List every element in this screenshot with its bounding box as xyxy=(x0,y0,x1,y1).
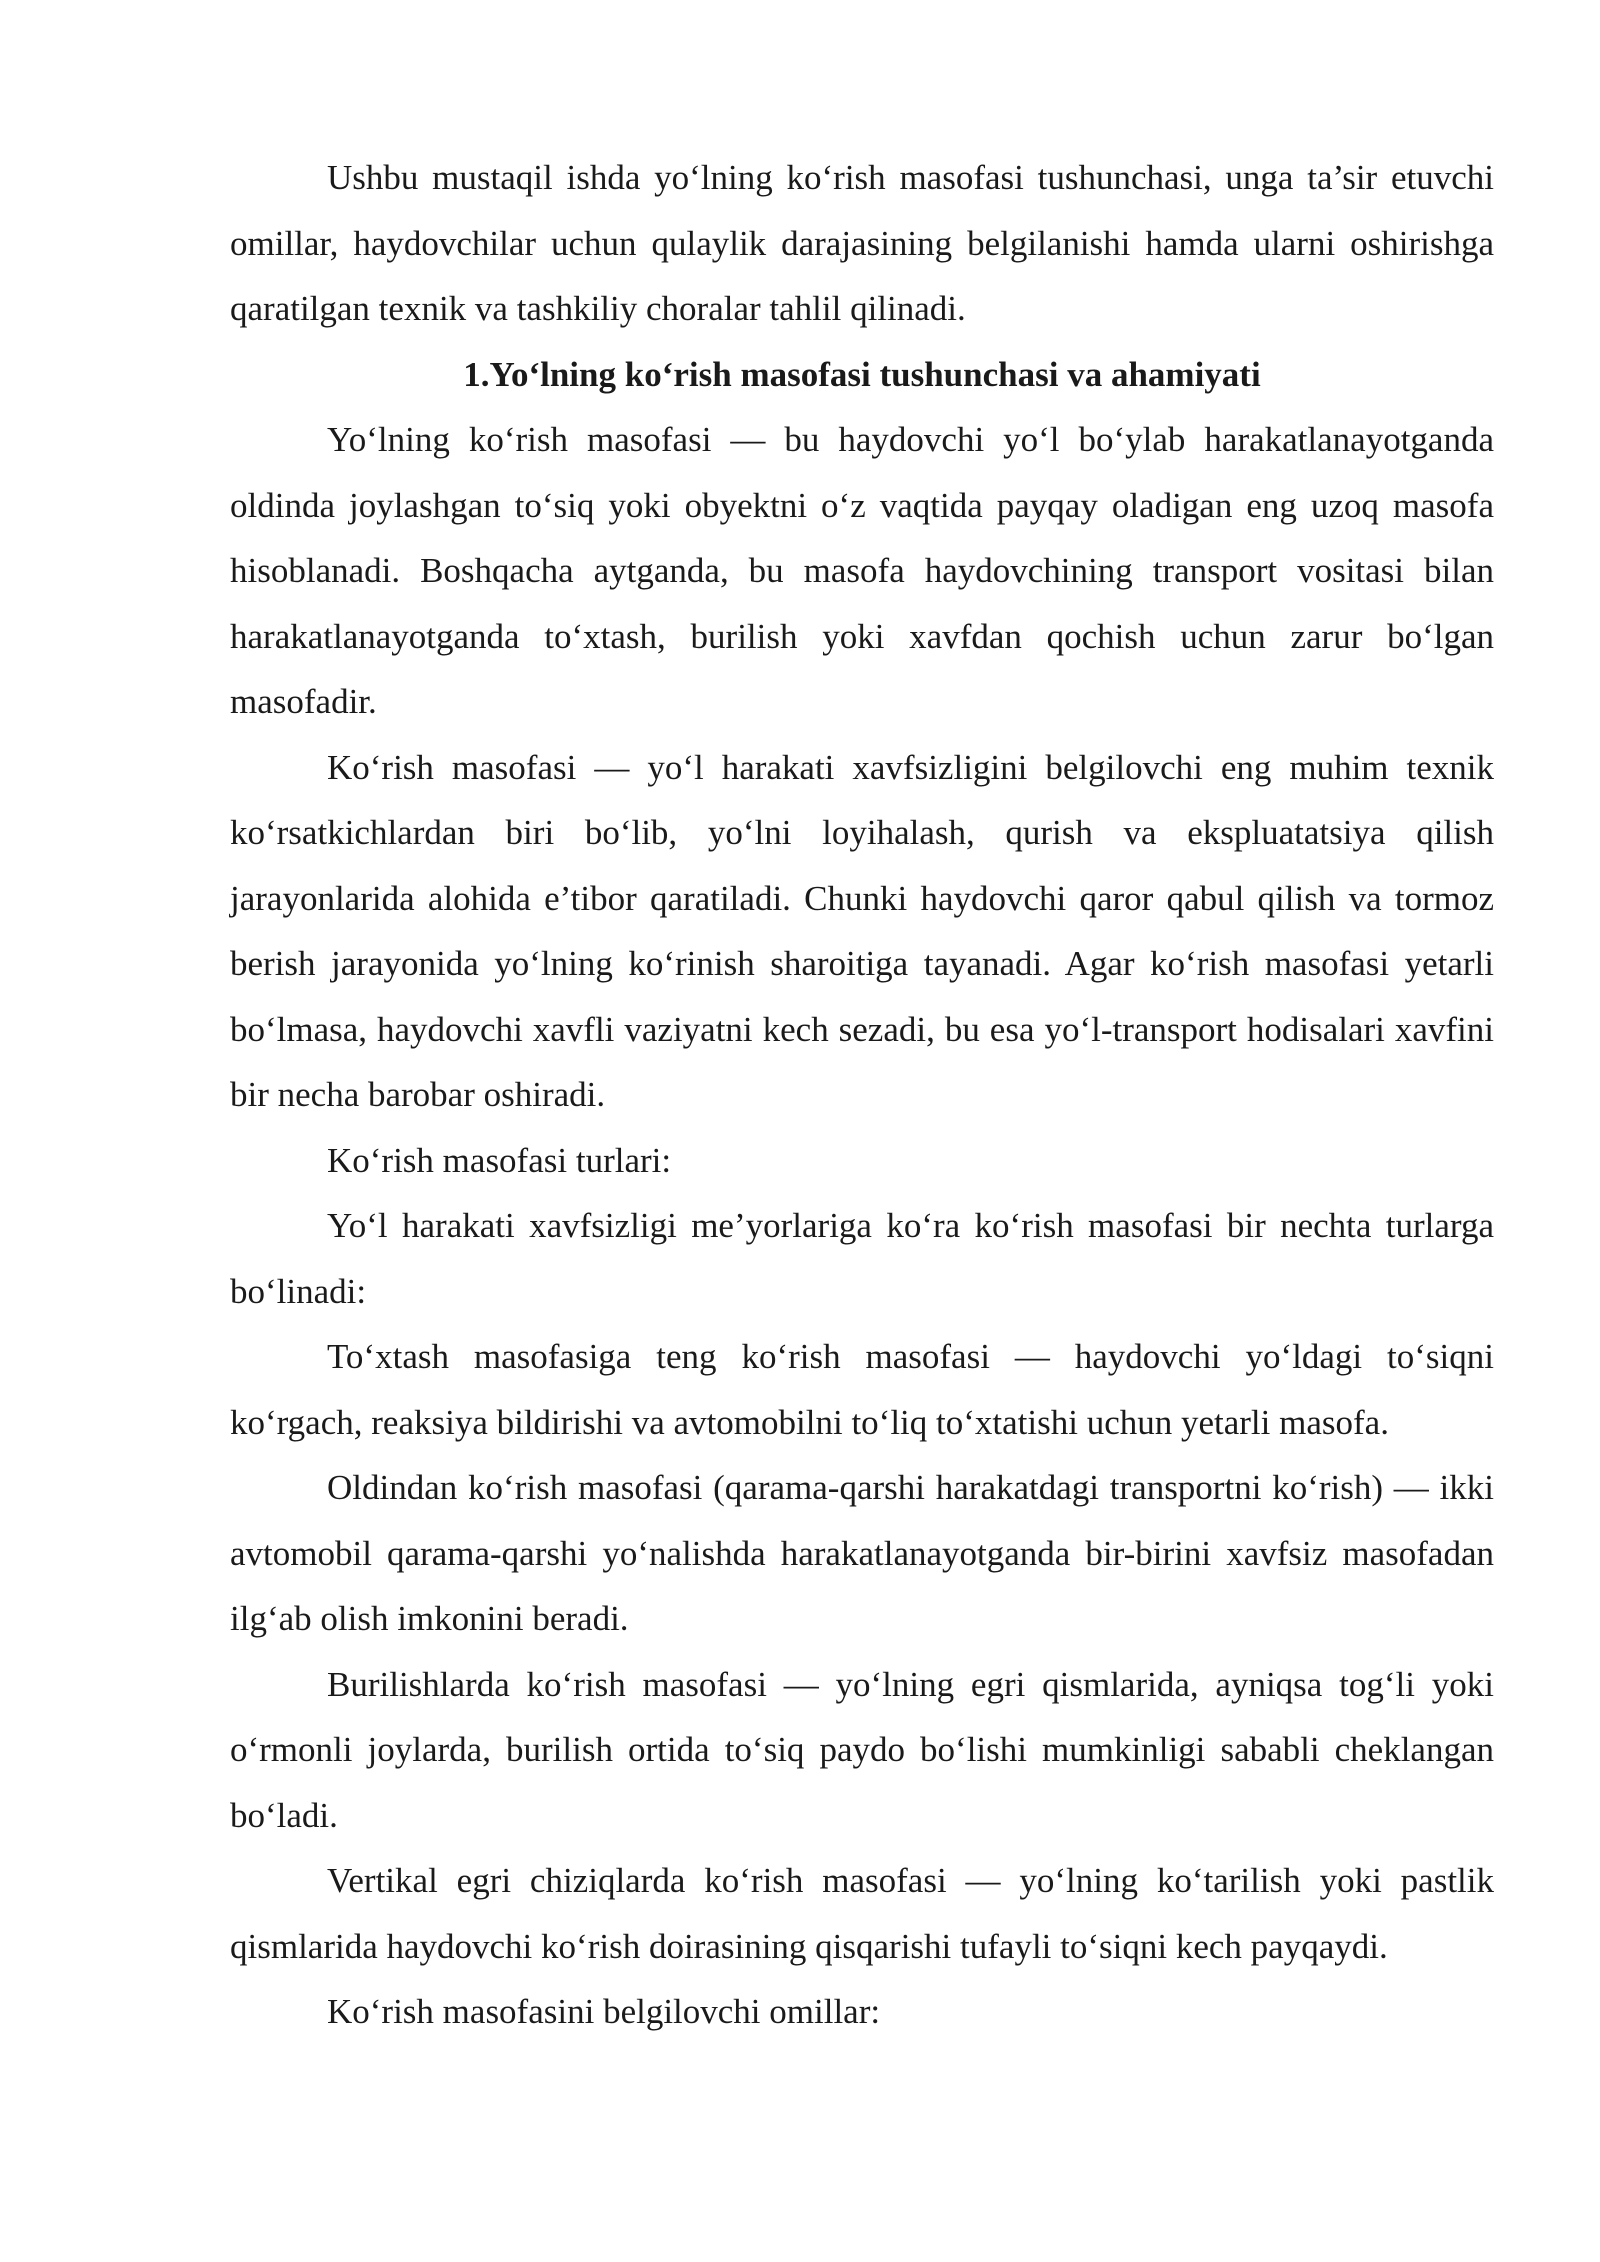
paragraph-types-title: Ko‘rish masofasi turlari: xyxy=(327,1140,672,1180)
section-heading: 1.Yo‘lning ko‘rish masofasi tushunchasi va ahamiyati xyxy=(463,354,1261,394)
paragraph-factors-title: Ko‘rish masofasini belgilovchi omillar: xyxy=(327,1992,881,2031)
paragraph-importance: Ko‘rish masofasi — yo‘l harakati xavfsizligini belgilovchi eng muhim texnik ko‘rsatkichlardan biri bo‘lib, yo‘lni loyihalash, qurish va ekspluatatsiya qilish jarayonlarida alohida e’tibor qaratiladi. Chunki haydovchi qaror qabul qilish va tormoz berish jarayonida yo‘lning ko‘rinish sharoitiga tayanadi. Agar ko‘rish masofasi yetarli bo‘lmasa, haydovchi xavfli vaziyatni kech sezadi, bu esa yo‘l-transport hodisalari xavfini bir necha barobar oshiradi. xyxy=(230,747,1494,1114)
document-body xyxy=(230,145,1494,2045)
paragraph-stopping-distance: To‘xtash masofasiga teng ko‘rish masofasi — haydovchi yo‘ldagi to‘siqni ko‘rgach, reaksiya bildirishi va avtomobilni to‘liq to‘xtatishi uchun yetarli masofa. xyxy=(230,1337,1494,1442)
paragraph-curves-distance: Burilishlarda ko‘rish masofasi — yo‘lning egri qismlarida, ayniqsa tog‘li yoki o‘rmonli joylarda, burilish ortida to‘siq paydo bo‘lishi mumkinligi sababli cheklangan bo‘ladi. xyxy=(230,1664,1494,1835)
paragraph-vertical-curves: Vertikal egri chiziqlarda ko‘rish masofasi — yo‘lning ko‘tarilish yoki pastlik qismlarida haydovchi ko‘rish doirasining qisqarishi tufayli to‘siqni kech payqaydi. xyxy=(230,1861,1494,1966)
intro-paragraph: Ushbu mustaqil ishda yo‘lning ko‘rish masofasi tushunchasi, unga ta’sir etuvchi omillar, haydovchilar uchun qulaylik darajasining belgilanishi hamda ularni oshirishga qaratilgan texnik va tashkiliy choralar tahlil qilinadi. xyxy=(230,158,1494,328)
paragraph-passing-distance: Oldindan ko‘rish masofasi (qarama-qarshi harakatdagi transportni ko‘rish) — ikki avtomobil qarama-qarshi yo‘nalishda harakatlanayotganda bir-birini xavfsiz masofadan ilg‘ab olish imkonini beradi. xyxy=(230,1468,1494,1638)
paragraph-definition: Yo‘lning ko‘rish masofasi — bu haydovchi yo‘l bo‘ylab harakatlanayotganda oldinda joylashgan to‘siq yoki obyektni o‘z vaqtida payqay oladigan eng uzoq masofa hisoblanadi. Boshqacha aytganda, bu masofa haydovchining transport vositasi bilan harakatlanayotganda to‘xtash, burilish yoki xavfdan qochish uchun zarur bo‘lgan masofadir. xyxy=(230,420,1494,721)
paragraph-types-intro: Yo‘l harakati xavfsizligi me’yorlariga ko‘ra ko‘rish masofasi bir nechta turlarga bo‘linadi: xyxy=(230,1206,1494,1311)
